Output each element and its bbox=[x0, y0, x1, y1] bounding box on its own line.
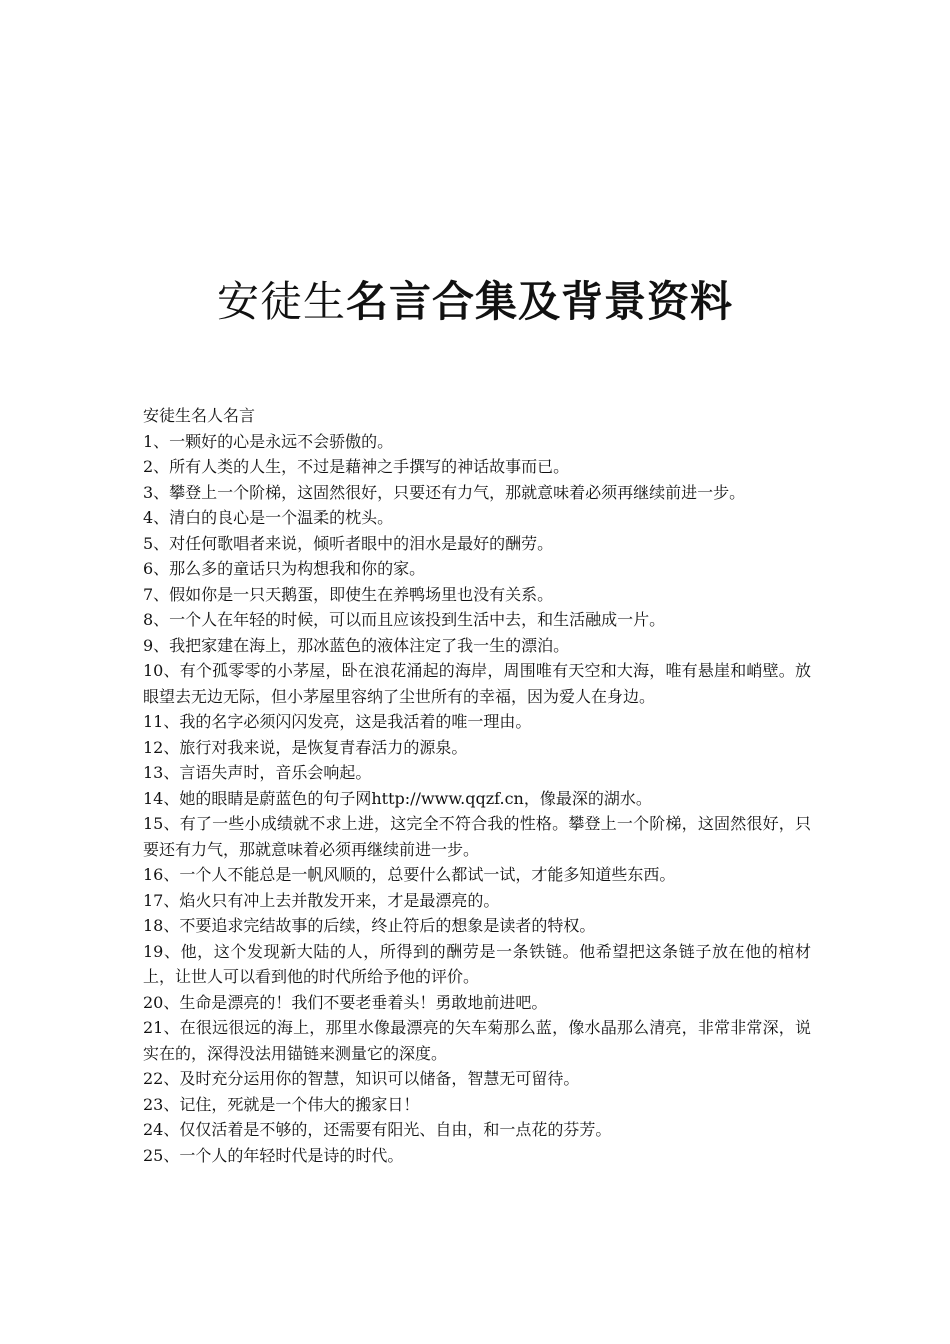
quote-item: 19、他，这个发现新大陆的人，所得到的酬劳是一条铁链。他希望把这条链子放在他的棺材上，让世人可以看到他的时代所给予他的评价。 bbox=[143, 941, 811, 986]
document-title bbox=[0, 272, 950, 332]
quote-item: 1、一颗好的心是永远不会骄傲的。 bbox=[143, 431, 394, 451]
quote-item: 13、言语失声时，音乐会响起。 bbox=[143, 763, 372, 782]
quote-item: 4、清白的良心是一个温柔的枕头。 bbox=[143, 508, 394, 527]
section-heading: 安徒生名人名言 bbox=[143, 406, 256, 425]
title-name: 安徒生 bbox=[216, 277, 346, 326]
quote-item: 6、那么多的童话只为构想我和你的家。 bbox=[143, 559, 426, 578]
quote-item: 20、生命是漂亮的！我们不要老垂着头！勇敢地前进吧。 bbox=[143, 992, 548, 1012]
quote-item: 14、她的眼睛是蔚蓝色的句子网http://www.qqzf.cn，像最深的湖水。 bbox=[143, 788, 652, 808]
quote-item: 12、旅行对我来说，是恢复青春活力的源泉。 bbox=[143, 737, 468, 757]
quote-item: 5、对任何歌唱者来说，倾听者眼中的泪水是最好的酬劳。 bbox=[143, 533, 554, 553]
quote-item: 25、一个人的年轻时代是诗的时代。 bbox=[143, 1145, 404, 1165]
quote-item: 15、有了一些小成绩就不求上进，这完全不符合我的性格。攀登上一个阶梯，这固然很好，只要还有力气，那就意味着必须再继续前进一步。 bbox=[143, 814, 811, 859]
quote-item: 18、不要追求完结故事的后续，终止符后的想象是读者的特权。 bbox=[143, 916, 596, 935]
quote-item: 9、我把家建在海上，那冰蓝色的液体注定了我一生的漂泊。 bbox=[143, 635, 570, 655]
quote-item: 3、攀登上一个阶梯，这固然很好，只要还有力气，那就意味着必须再继续前进一步。 bbox=[143, 482, 746, 502]
quote-item: 23、记住，死就是一个伟大的搬家日！ bbox=[143, 1094, 420, 1114]
quote-item: 16、一个人不能总是一帆风顺的，总要什么都试一试，才能多知道些东西。 bbox=[143, 865, 676, 884]
quote-item: 8、一个人在年轻的时候，可以而且应该投到生活中去，和生活融成一片。 bbox=[143, 610, 666, 629]
quote-item: 21、在很远很远的海上，那里水像最漂亮的矢车菊那么蓝，像水晶那么清亮，非常非常深，说实在的，深得没法用锚链来测量它的深度。 bbox=[143, 1018, 811, 1063]
quote-item: 2、所有人类的人生，不过是藉神之手撰写的神话故事而已。 bbox=[143, 457, 570, 476]
quote-item: 22、及时充分运用你的智慧，知识可以储备，智慧无可留待。 bbox=[143, 1069, 580, 1088]
quote-item: 11、我的名字必须闪闪发亮，这是我活着的唯一理由。 bbox=[143, 712, 532, 731]
quote-item: 24、仅仅活着是不够的，还需要有阳光、自由，和一点花的芬芳。 bbox=[143, 1120, 612, 1139]
quote-item: 17、焰火只有冲上去并散发开来，才是最漂亮的。 bbox=[143, 890, 500, 910]
quote-item: 7、假如你是一只天鹅蛋，即使生在养鸭场里也没有关系。 bbox=[143, 584, 554, 604]
document-body bbox=[143, 403, 811, 1168]
title-rest: 名言合集及背景资料 bbox=[346, 277, 734, 326]
quote-item: 10、有个孤零零的小茅屋，卧在浪花涌起的海岸，周围唯有天空和大海，唯有悬崖和峭壁。放眼望去无边无际，但小茅屋里容纳了尘世所有的幸福，因为爱人在身边。 bbox=[143, 661, 811, 706]
